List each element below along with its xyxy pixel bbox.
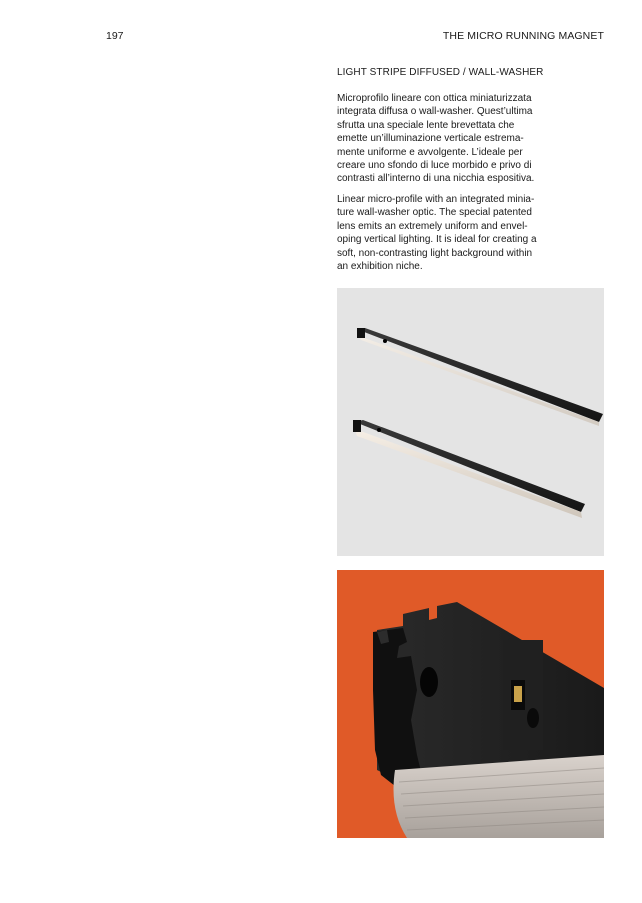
text-line: creare uno sfondo di luce morbido e privo di — [337, 160, 532, 172]
profile-upper — [357, 328, 603, 426]
text-line: sfrutta una speciale lente brevettata che — [337, 119, 515, 131]
running-header: THE MICRO RUNNING MAGNET — [442, 30, 604, 42]
text-line: ture wall-washer optic. The special patented — [337, 207, 532, 219]
text-line: Microprofilo lineare con ottica miniaturizzata — [337, 93, 532, 104]
italian-description — [337, 92, 567, 186]
english-description — [337, 193, 567, 273]
profile-lower — [353, 420, 585, 518]
text-line: oping vertical lighting. It is ideal for creating a — [337, 234, 537, 246]
product-photo-closeup — [337, 570, 604, 838]
text-line: mente uniforme e avvolgente. L’ideale per — [337, 146, 523, 158]
two-profiles-illustration — [337, 288, 604, 556]
text-line: emette un’illuminazione verticale estrema- — [337, 133, 524, 145]
page-number: 197 — [106, 30, 124, 42]
text-line: contrasti all’interno di una nicchia espositiva. — [337, 173, 535, 185]
profile-closeup-illustration — [337, 570, 604, 838]
section-title: LIGHT STRIPE DIFFUSED / WALL-WASHER — [337, 67, 544, 78]
text-line: integrata diffusa o wall-washer. Quest’ultima — [337, 106, 533, 118]
product-photo-profiles — [337, 288, 604, 556]
text-line: an exhibition niche. — [337, 261, 423, 273]
text-line: soft, non-contrasting light background within — [337, 247, 533, 259]
text-line: lens emits an extremely uniform and envel- — [337, 220, 528, 232]
text-line: Linear micro-profile with an integrated minia- — [337, 194, 535, 205]
